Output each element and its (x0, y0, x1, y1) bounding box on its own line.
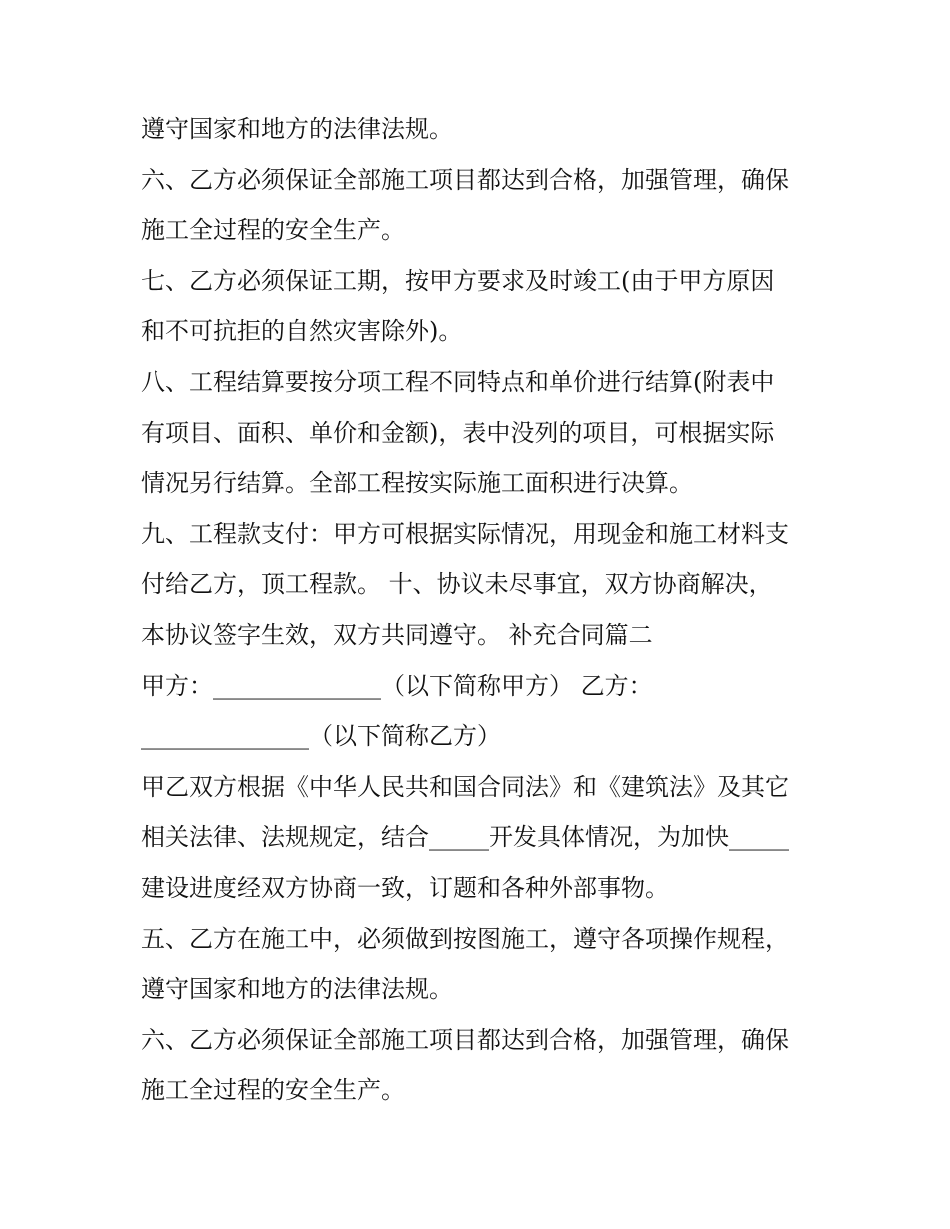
text-line-7: 有项目、面积、单价和金额)，表中没列的项目，可根据实际 (141, 418, 775, 447)
text-line-6: 八、工程结算要按分项工程不同特点和单价进行结算(附表中 (141, 367, 775, 396)
text-line-10: 付给乙方，顶工程款。 十、协议未尽事宜，双方协商解决， (141, 570, 773, 599)
text-line-3: 施工全过程的安全生产。 (141, 216, 405, 245)
text-line-12: 甲方：______________（以下简称甲方） 乙方： (141, 671, 653, 700)
text-line-13: ______________（以下简称乙方） (141, 722, 501, 751)
text-line-9: 九、工程款支付：甲方可根据实际情况，用现金和施工材料支 (141, 519, 789, 548)
text-line-5: 和不可抗拒的自然灾害除外)。 (141, 317, 463, 346)
text-line-4: 七、乙方必须保证工期，按甲方要求及时竣工(由于甲方原因 (141, 266, 775, 295)
text-line-16: 建设进度经双方协商一致，订题和各种外部事物。 (141, 873, 669, 902)
text-line-15: 相关法律、法规规定，结合_____开发具体情况，为加快_____ (141, 823, 789, 852)
text-line-17: 五、乙方在施工中，必须做到按图施工，遵守各项操作规程， (141, 924, 789, 953)
text-line-8: 情况另行结算。全部工程按实际施工面积进行决算。 (141, 469, 693, 498)
text-line-20: 施工全过程的安全生产。 (141, 1076, 405, 1105)
text-line-18: 遵守国家和地方的法律法规。 (141, 975, 453, 1004)
text-line-1: 遵守国家和地方的法律法规。 (141, 115, 453, 143)
text-line-14: 甲乙双方根据《中华人民共和国合同法》和《建筑法》及其它 (141, 772, 789, 801)
text-line-19: 六、乙方必须保证全部施工项目都达到合格，加强管理，确保 (141, 1025, 789, 1054)
text-line-2: 六、乙方必须保证全部施工项目都达到合格，加强管理，确保 (141, 165, 789, 194)
text-line-11: 本协议签字生效，双方共同遵守。 补充合同篇二 (141, 620, 653, 649)
document-body (141, 108, 821, 1120)
